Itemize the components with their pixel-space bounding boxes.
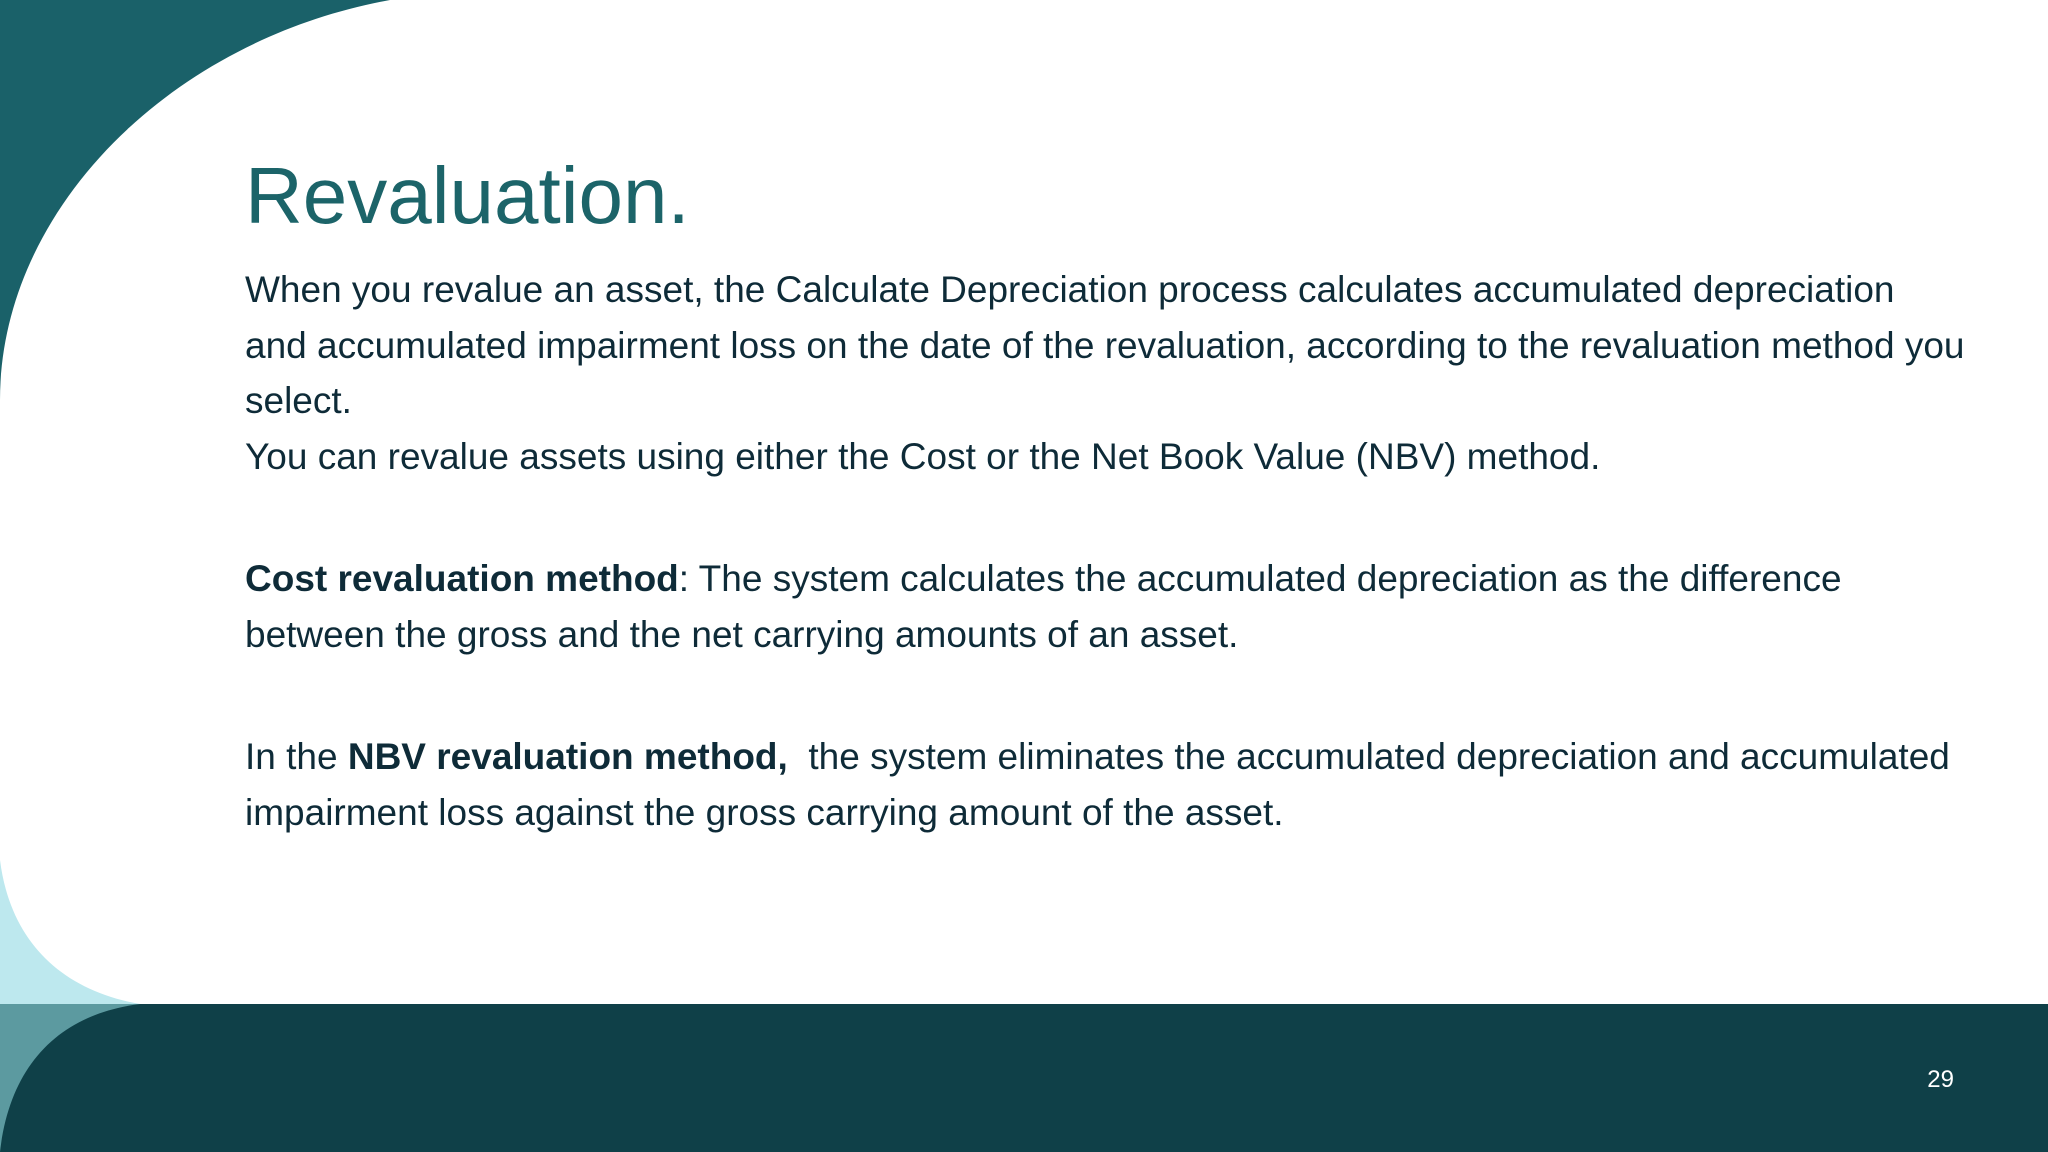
- footer-accent-shape: [0, 1004, 2048, 1152]
- nbv-method-text: the system eliminates the accumulated depreciation and accumulated impairment loss against the gross carrying amount of the asset.: [245, 736, 1961, 833]
- cost-method-label: Cost revaluation method: [245, 558, 679, 599]
- nbv-method-paragraph: [245, 729, 1965, 840]
- cost-method-text: : The system calculates the accumulated depreciation as the difference between the gross and the net carrying amounts of an asset.: [245, 558, 1842, 655]
- page-number: 29: [1927, 1066, 1954, 1093]
- slide-body: [245, 262, 1965, 840]
- intro-paragraph-1: When you revalue an asset, the Calculate Depreciation process calculates accumulated depreciation and accumulated impairment loss on the date of the revaluation, according to the revaluation method you select.: [245, 269, 1965, 421]
- page-title: Revaluation.: [245, 151, 690, 240]
- cost-method-paragraph: [245, 551, 1965, 662]
- intro-paragraph-2: You can revalue assets using either the Cost or the Net Book Value (NBV) method.: [245, 435, 1601, 477]
- nbv-method-prefix: In the: [245, 736, 348, 777]
- nbv-method-label: NBV revaluation method,: [347, 736, 788, 777]
